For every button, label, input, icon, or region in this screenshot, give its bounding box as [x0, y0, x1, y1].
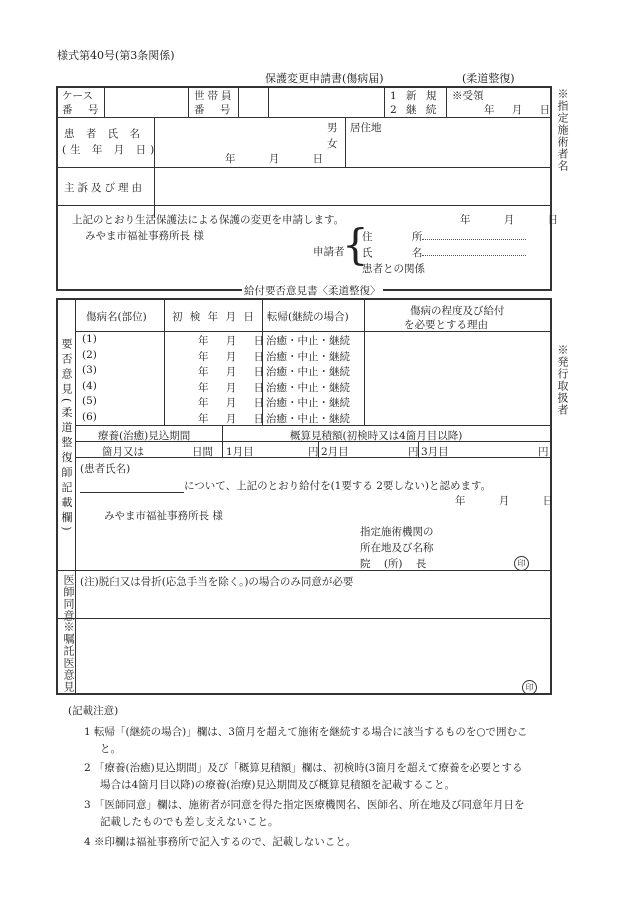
issuer-note: ※発行取扱者 [556, 344, 569, 416]
note-line: と。 [100, 743, 121, 755]
notes-title: (記載注意) [68, 705, 119, 717]
estimate-label: 概算見積額(初検時又は4箇月目以降) [290, 430, 463, 442]
address-label: 居住地 [350, 122, 382, 134]
addressee-opinion: みやま市福祉事務所長 様 [104, 510, 223, 522]
receipt-date: 年 月 日 [484, 104, 551, 116]
row-outcome-options[interactable]: 治癒・中止・継続 [266, 412, 350, 425]
row-number: (6) [82, 410, 97, 423]
col-first-exam-date: 初 検 年 月 日 [172, 311, 256, 323]
female-option[interactable]: 女 [327, 138, 338, 150]
patient-name-label-2: (患者氏名) [80, 463, 131, 475]
row-first-date: 年 月 日 [198, 381, 265, 394]
col-outcome: 転帰(継続の場合) [267, 311, 349, 323]
patient-name-label: 患 者 氏 名 [64, 128, 145, 140]
month3-label: 3月目 [421, 446, 449, 458]
doctor-consent-note: (注)脱臼又は骨折(応急手当を除く。)の場合のみ同意が必要 [80, 576, 354, 588]
form-number: 様式第40号(第3条関係) [57, 49, 175, 62]
birth-date: 年 月 日 [225, 153, 324, 165]
row-first-date: 年 月 日 [198, 366, 265, 378]
row-outcome-options[interactable]: 治癒・中止・継続 [266, 335, 350, 347]
month1-label: 1月目 [226, 446, 254, 458]
row-outcome-options[interactable]: 治癒・中止・継続 [266, 381, 350, 394]
receipt-label: ※受領 [452, 90, 484, 102]
row-outcome-options[interactable]: 治癒・中止・継続 [266, 350, 350, 363]
institution-line2: 所在地及び名称 [360, 542, 434, 554]
new-option[interactable]: 1 新 規 [390, 90, 440, 102]
complaint-label: 主訴及び理由 [64, 182, 145, 194]
note-line: 3 「医師同意」欄は、施術者が同意を得た指定医療機関名、医師名、所在地及び同意年月日を [84, 799, 525, 811]
applicant-brace: { [342, 220, 369, 269]
month1-yen: 円 [308, 446, 319, 458]
birthdate-label: (生 年 月 日) [62, 144, 159, 156]
treatment-period-label: 療養(治癒)見込期間 [98, 430, 191, 442]
row-first-date: 年 月 日 [198, 350, 265, 363]
form-subtitle: (柔道整復) [462, 72, 515, 85]
row-number: (5) [82, 395, 97, 407]
case-label: ケース [62, 90, 93, 102]
applicant-label: 申請者 [313, 246, 345, 258]
month2-label: 2月目 [321, 446, 349, 458]
continue-option[interactable]: 2 継 続 [390, 104, 440, 116]
form-title: 保護変更申請書(傷病届) [265, 72, 384, 85]
commissioned-doctor-label: ※嘱託医意見 [62, 621, 75, 693]
days-label: 日間 [192, 446, 213, 458]
applicant-address[interactable]: 住 所 [362, 229, 526, 244]
note-line: 4 ※印欄は福祉事務所で記入するので、記載しないこと。 [84, 836, 357, 848]
row-number: (1) [82, 333, 97, 345]
male-option[interactable]: 男 [327, 122, 338, 134]
opinion-title: 給付要否意見書〈柔道整復〉 [244, 285, 381, 297]
institution-director: 院 (所) 長 [360, 558, 427, 570]
commissioned-seal-icon: 印 [522, 680, 537, 695]
month2-yen: 円 [408, 446, 419, 458]
col-reason-line1: 傷病の程度及び給付 [410, 305, 505, 317]
institution-line1: 指定施術機関の [360, 526, 434, 538]
declaration-text: 上記のとおり生活保護法による保護の変更を申請します。 [72, 214, 345, 226]
col-reason-line2: を必要とする理由 [404, 319, 488, 331]
designated-practitioner-note: ※指定施術者名 [556, 88, 569, 172]
row-first-date: 年 月 日 [198, 397, 265, 409]
doctor-consent-label: 医師同意 [62, 574, 75, 622]
month3-yen: 円 [538, 446, 549, 458]
declaration-date: 年 月 日 [460, 214, 559, 226]
row-number: (3) [82, 364, 97, 376]
applicant-name[interactable]: 氏 名 [362, 245, 526, 260]
row-first-date: 年 月 日 [198, 335, 265, 347]
household-number-label: 番 号 [194, 104, 237, 116]
note-line: 記載したものでも差し支えないこと。 [100, 816, 279, 828]
case-number-label: 番 号 [62, 104, 105, 116]
row-outcome-options[interactable]: 治癒・中止・継続 [266, 397, 350, 409]
recognition-date: 年 月 日 [455, 495, 554, 507]
recognition-line: について、上記のとおり給付を(1要する 2要しない)と認めます。 [80, 478, 491, 493]
row-number: (2) [82, 348, 97, 361]
note-line: 2 「療養(治癒)見込期間」及び「概算見積額」欄は、初検時(3箇月を超えて療養を必要とする [84, 762, 523, 774]
row-number: (4) [82, 379, 97, 392]
director-seal-icon: 印 [514, 556, 529, 571]
note-line: 1 転帰「(継続の場合)」欄は、3箇月を超えて施術を継続する場合に該当するものを○で囲むこ [84, 726, 528, 738]
months-label: 箇月又は [102, 446, 144, 458]
addressee-top: みやま市福祉事務所長 様 [85, 230, 204, 242]
row-first-date: 年 月 日 [198, 412, 265, 425]
row-outcome-options[interactable]: 治癒・中止・継続 [266, 366, 350, 378]
opinion-side-label: 要否意見(柔道整復師記載欄) [60, 338, 73, 535]
note-line: 場合は4箇月目以降)の療養(治療)見込期間及び概算見積額を記載すること。 [100, 779, 455, 791]
applicant-relation[interactable]: 患者との関係 [362, 263, 425, 275]
col-injury-name: 傷病名(部位) [86, 311, 147, 323]
household-label: 世帯員 [194, 90, 235, 102]
